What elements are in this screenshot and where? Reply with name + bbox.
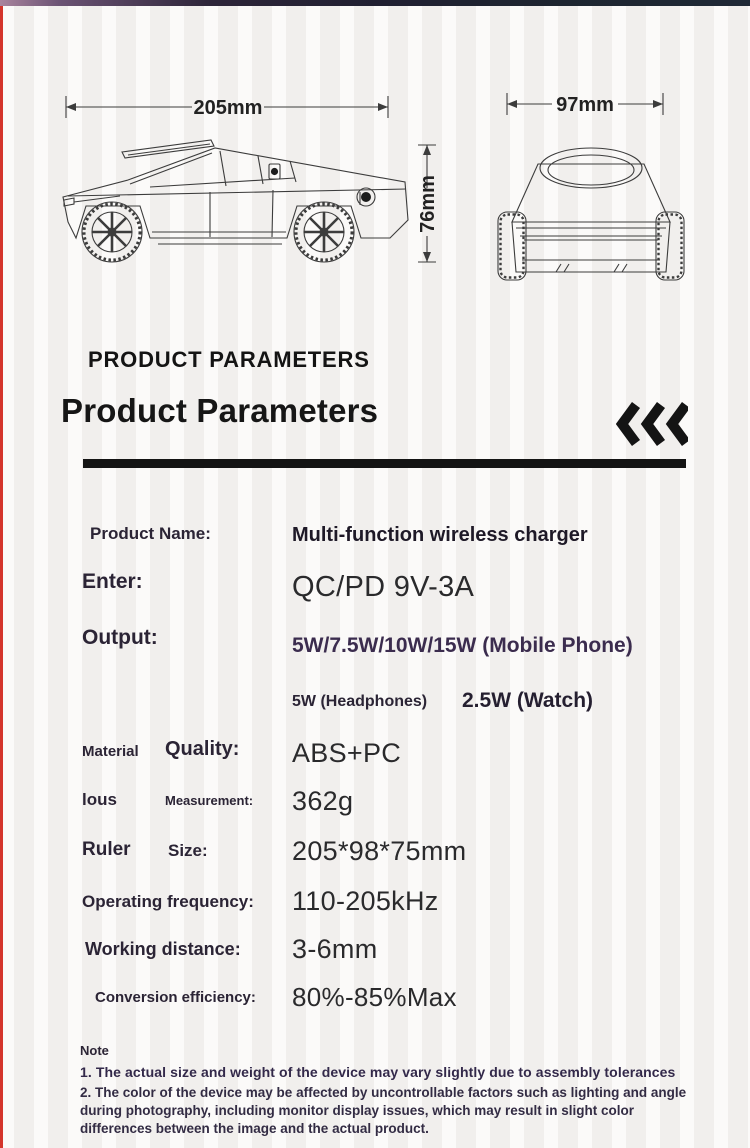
- spec-label: Conversion efficiency:: [95, 989, 256, 1006]
- spec-label: Operating frequency:: [82, 892, 254, 911]
- spec-value: QC/PD 9V-3A: [292, 571, 475, 603]
- spec-value: 110-205kHz: [292, 886, 439, 916]
- technical-drawing: [0, 60, 750, 310]
- spec-label-part2: Size:: [168, 841, 208, 860]
- dim-label-length: 205mm: [193, 97, 263, 119]
- note-title: Note: [80, 1043, 109, 1058]
- dim-label-height: 76mm: [417, 175, 439, 233]
- spec-value: 362g: [292, 786, 354, 816]
- note-item-1: 1. The actual size and weight of the device may vary slightly due to assembly tolerances: [80, 1064, 676, 1080]
- left-accent-line: [0, 5, 3, 1148]
- dimension-drawing-svg: [0, 60, 750, 310]
- spec-label: Enter:: [82, 570, 143, 593]
- spec-label: Product Name:: [90, 524, 211, 543]
- spec-label-part2: Quality:: [165, 738, 240, 760]
- spec-label: Output:: [82, 626, 158, 649]
- spec-value-headphones: 5W (Headphones): [292, 693, 428, 710]
- spec-value-watch: 2.5W (Watch): [462, 689, 594, 712]
- notes-section: [80, 1043, 692, 1139]
- spec-value: 5W/7.5W/10W/15W (Mobile Phone): [292, 634, 633, 657]
- car-front-view: [498, 148, 684, 280]
- spec-value: ABS+PC: [292, 738, 402, 768]
- divider-bar: [83, 459, 686, 468]
- spec-label-part1: lous: [82, 790, 117, 809]
- spec-label: Working distance:: [85, 939, 241, 959]
- spec-label-part2: Measurement:: [165, 793, 254, 808]
- page-title: Product Parameters: [61, 392, 379, 429]
- section-eyebrow: PRODUCT PARAMETERS: [88, 347, 370, 372]
- spec-value: 3-6mm: [292, 934, 378, 964]
- triple-chevron-left-icon: [616, 401, 688, 452]
- spec-value: Multi-function wireless charger: [292, 524, 588, 546]
- spec-label-part1: Ruler: [82, 839, 131, 860]
- spec-label-part1: Material: [82, 743, 139, 760]
- spec-value: 205*98*75mm: [292, 836, 467, 866]
- dim-label-width: 97mm: [556, 94, 614, 116]
- top-banner-strip: [0, 0, 750, 6]
- spec-value: 80%-85%Max: [292, 982, 457, 1012]
- car-side-view: [63, 140, 408, 262]
- note-item-2: 2. The color of the device may be affected by uncontrollable factors such as lighting and angle during photography, including monitor display issues, which may result in slight color differences between the image and the actual product.: [80, 1085, 687, 1137]
